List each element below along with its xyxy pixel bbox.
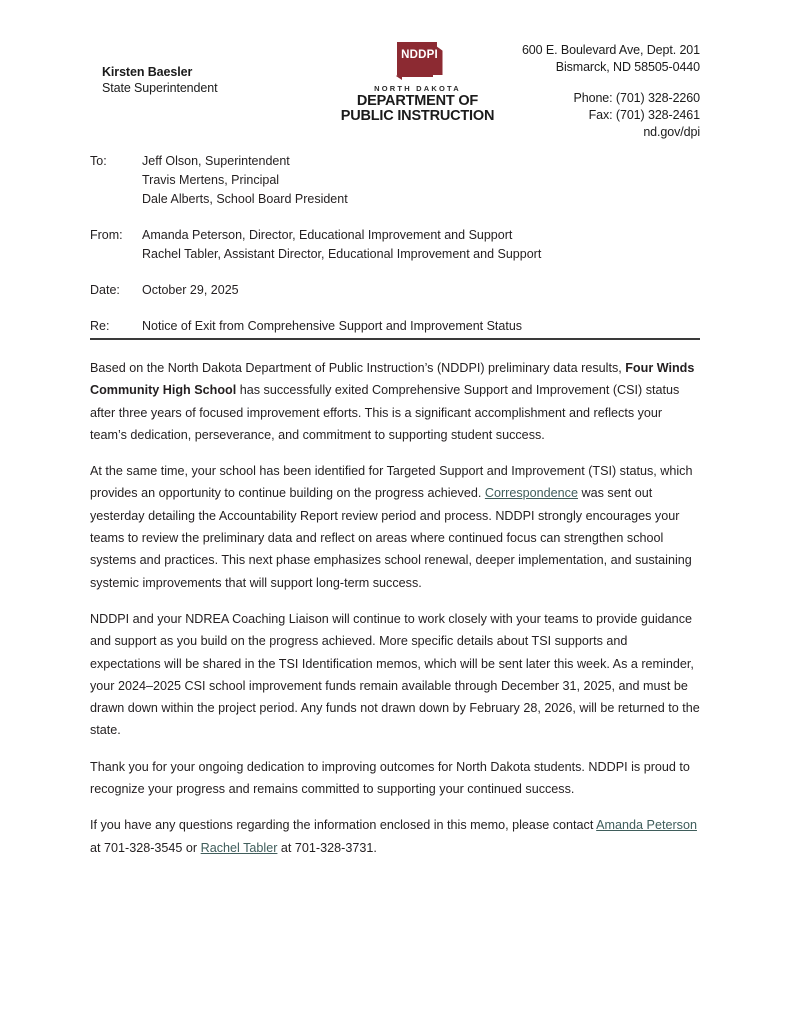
- logo-dept-line-2: PUBLIC INSTRUCTION: [340, 108, 495, 124]
- official-title: State Superintendent: [102, 81, 218, 95]
- p1-segment-2: has successfully exited Comprehensive Support and Improvement (CSI) status after three years of focused improvement efforts. This is a significant accomplishment and reflects your team’s dedication, perseverance, and commitment to supporting student success.: [90, 383, 680, 442]
- amanda-peterson-link[interactable]: Amanda Peterson: [596, 818, 697, 833]
- address-line-1: 600 E. Boulevard Ave, Dept. 201: [521, 43, 700, 57]
- paragraph-3: NDDPI and your NDREA Coaching Liaison will continue to work closely with your teams to provide guidance and support as you build on the progress achieved. More specific details about TSI supports and expectations will be shared in the TSI Identification memos, which will be sent later this week. As a reminder, your 2024–2025 CSI school improvement funds remain available through December 31, 2025, and must be drawn down within the project period. Any funds not drawn down by February 28, 2026, will be returned to the state.: [90, 611, 700, 738]
- from-sender: Rachel Tabler, Assistant Director, Educational Improvement and Support: [142, 247, 542, 261]
- p5-segment-1: If you have any questions regarding the information enclosed in this memo, please contact: [90, 818, 597, 833]
- contact-spacer: [480, 76, 700, 90]
- to-recipient: Jeff Olson, Superintendent: [142, 154, 290, 168]
- from-sender-list: [142, 226, 700, 264]
- logo-mark-text: NDDPI: [401, 49, 438, 61]
- re-label: Re:: [90, 319, 110, 333]
- official-name: Kirsten Baesler: [102, 65, 193, 79]
- re-value: Notice of Exit from Comprehensive Support and Improvement Status: [142, 319, 523, 333]
- to-recipient: Travis Mertens, Principal: [142, 173, 280, 187]
- contact-block: [480, 42, 700, 141]
- date-value-wrap: [142, 281, 700, 300]
- paragraph-2: [90, 460, 701, 594]
- p2-segment-2: was sent out yesterday detailing the Accountability Report review period and process. NDDPI strongly encourages your teams to review the preliminary data and reflect on areas where continued focus can strengthen school systems and practices. This next phase emphasizes school renewal, deeper implementation, and sustaining systemic improvements that will support long-term success.: [90, 486, 692, 590]
- to-recipient: Dale Alberts, School Board President: [142, 192, 348, 206]
- website-line: nd.gov/dpi: [643, 125, 700, 139]
- logo-pointer-stem-icon: [399, 75, 433, 77]
- memo-row-re: [90, 317, 700, 336]
- school-name-bold: Four Winds Community High School: [90, 361, 695, 398]
- header-divider: [90, 338, 700, 340]
- logo-dept-line-1: DEPARTMENT OF: [356, 93, 479, 109]
- p1-segment-1: Based on the North Dakota Department of Public Instruction’s (NDDPI) preliminary data results,: [90, 361, 626, 375]
- official-block: [102, 64, 332, 96]
- p2-segment-1: At the same time, your school has been identified for Targeted Support and Improvement (TSI) status, which provides an opportunity to continue building on the progress achieved.: [90, 464, 693, 501]
- date-value: October 29, 2025: [142, 283, 239, 297]
- date-label: Date:: [90, 283, 120, 297]
- address-line-2: Bismarck, ND 58505-0440: [555, 60, 700, 74]
- p5-segment-2: at 701-328-3545 or: [90, 840, 201, 855]
- fax-line: Fax: (701) 328-2461: [588, 108, 700, 122]
- correspondence-link[interactable]: Correspondence: [484, 486, 578, 501]
- phone-line: Phone: (701) 328-2260: [573, 91, 700, 105]
- memo-body: [90, 357, 701, 859]
- rachel-tabler-link[interactable]: Rachel Tabler: [200, 840, 278, 855]
- from-sender: Amanda Peterson, Director, Educational Improvement and Support: [142, 228, 513, 242]
- memo-row-from: [90, 226, 700, 264]
- paragraph-4: Thank you for your ongoing dedication to improving outcomes for North Dakota students. NDDPI is proud to recognize your progress and remains committed to supporting your continued success.: [90, 759, 690, 797]
- p5-segment-3: at 701-328-3731.: [277, 840, 377, 855]
- paragraph-1: [90, 357, 701, 446]
- re-value-wrap: [142, 317, 700, 336]
- agency-logo: [330, 42, 505, 124]
- logo-pointer-arrow-icon: [396, 72, 402, 80]
- paragraph-5: [90, 814, 701, 859]
- letterhead: [90, 42, 700, 138]
- from-label: From:: [90, 228, 123, 242]
- north-dakota-shape-icon: [391, 42, 445, 82]
- memo-row-to: [90, 152, 700, 209]
- logo-state-line: NORTH DAKOTA: [374, 84, 461, 93]
- to-recipient-list: [142, 152, 700, 209]
- memo-row-date: [90, 281, 700, 300]
- memo-header-fields: [90, 152, 700, 353]
- to-label: To:: [90, 154, 107, 168]
